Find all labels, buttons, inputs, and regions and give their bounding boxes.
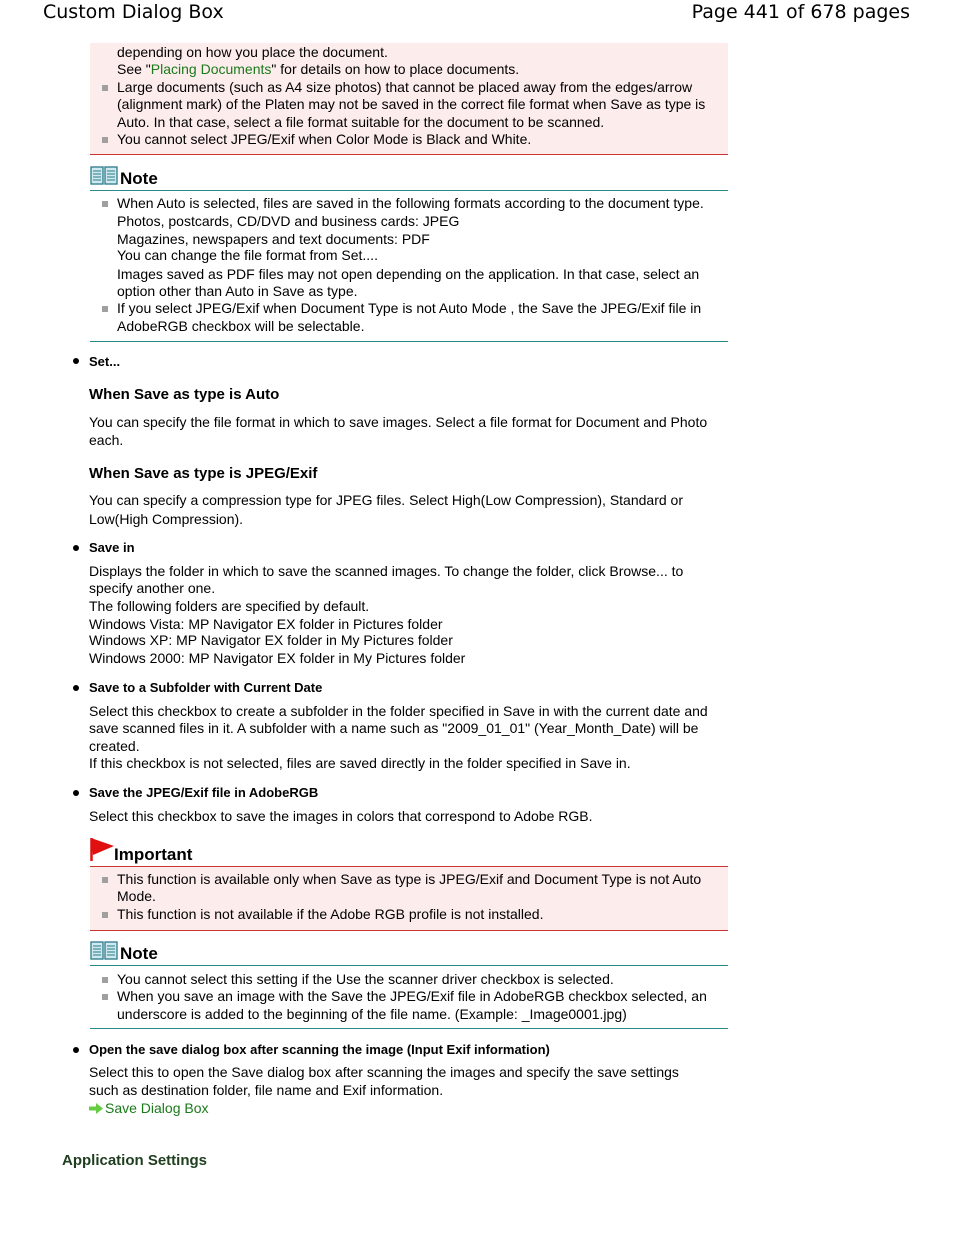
text-line: Photos, postcards, CD/DVD and business cards: JPEG bbox=[117, 213, 460, 229]
text-line: specify another one. bbox=[89, 580, 216, 596]
text-span: See " bbox=[117, 61, 151, 77]
text-line: Select this checkbox to save the images in colors that correspond to Adobe RGB. bbox=[89, 808, 593, 824]
item-title: Set... bbox=[89, 354, 121, 369]
text-line: This function is not available if the Adobe RGB profile is not installed. bbox=[117, 906, 544, 922]
document-title: Custom Dialog Box bbox=[43, 1, 224, 23]
note-heading: Note bbox=[120, 169, 158, 188]
bullet-square-icon bbox=[102, 137, 108, 143]
text-line: Auto. In that case, select a file format suitable for the document to be scanned. bbox=[117, 114, 605, 130]
bullet-square-icon bbox=[102, 877, 108, 883]
text-line: Select this to open the Save dialog box after scanning the images and specify the save settings bbox=[89, 1064, 679, 1080]
page-number: Page 441 of 678 pages bbox=[691, 1, 910, 23]
note-rule bbox=[90, 341, 728, 342]
bullet-square-icon bbox=[102, 912, 108, 918]
text-line: You can specify a compression type for JPEG files. Select High(Low Compression), Standard or bbox=[89, 492, 683, 508]
text-line: underscore is added to the beginning of the file name. (Example: _Image0001.jpg) bbox=[117, 1006, 627, 1022]
text-line: option other than Auto in Save as type. bbox=[117, 283, 358, 299]
text-line: Windows XP: MP Navigator EX folder in My Pictures folder bbox=[89, 632, 453, 648]
text-line: This function is available only when Save as type is JPEG/Exif and Document Type is not Auto bbox=[117, 871, 702, 887]
text-line: depending on how you place the document. bbox=[117, 44, 388, 60]
bullet-square-icon bbox=[102, 306, 108, 312]
text-line: Windows Vista: MP Navigator EX folder in Pictures folder bbox=[89, 616, 443, 632]
note-heading: Note bbox=[120, 944, 158, 963]
placing-documents-link[interactable]: Placing Documents bbox=[150, 61, 272, 77]
save-dialog-box-link[interactable]: Save Dialog Box bbox=[105, 1100, 209, 1116]
text-line: If you select JPEG/Exif when Document Type is not Auto Mode , the Save the JPEG/Exif file in bbox=[117, 300, 702, 316]
note-rule bbox=[90, 965, 728, 966]
text-line: AdobeRGB checkbox will be selectable. bbox=[117, 318, 365, 334]
item-title: Open the save dialog box after scanning the image (Input Exif information) bbox=[89, 1042, 550, 1057]
text-line: Images saved as PDF files may not open depending on the application. In that case, select an bbox=[117, 266, 700, 282]
text-line: Low(High Compression). bbox=[89, 511, 244, 527]
page-header bbox=[0, 0, 954, 26]
book-icon bbox=[90, 166, 118, 186]
bullet-dot-icon bbox=[73, 1047, 79, 1053]
subheading: When Save as type is Auto bbox=[89, 386, 280, 403]
text-line: When Auto is selected, files are saved in the following formats according to the document type. bbox=[117, 195, 704, 211]
red-flag-icon bbox=[89, 837, 115, 861]
text-line: You cannot select this setting if the Use the scanner driver checkbox is selected. bbox=[117, 971, 614, 987]
text-line: save scanned files in it. A subfolder with a name such as "2009_01_01" (Year_Month_Date) will be bbox=[89, 720, 699, 736]
subheading: When Save as type is JPEG/Exif bbox=[89, 465, 318, 482]
bullet-dot-icon bbox=[73, 358, 79, 364]
text-line: When you save an image with the Save the JPEG/Exif file in AdobeRGB checkbox selected, an bbox=[117, 988, 707, 1004]
text-span: " for details on how to place documents. bbox=[271, 61, 520, 77]
text-line: You cannot select JPEG/Exif when Color Mode is Black and White. bbox=[117, 131, 532, 147]
bullet-dot-icon bbox=[73, 545, 79, 551]
important-heading: Important bbox=[114, 845, 193, 864]
note-rule bbox=[90, 190, 728, 191]
text-line: You can change the file format from Set.... bbox=[117, 247, 378, 263]
item-title: Save to a Subfolder with Current Date bbox=[89, 680, 323, 695]
green-arrow-icon bbox=[89, 1103, 103, 1114]
item-title: Save the JPEG/Exif file in AdobeRGB bbox=[89, 785, 319, 800]
bullet-dot-icon bbox=[73, 790, 79, 796]
bullet-dot-icon bbox=[73, 685, 79, 691]
text-line: Mode. bbox=[117, 888, 156, 904]
text-line: created. bbox=[89, 738, 140, 754]
text-line: The following folders are specified by default. bbox=[89, 598, 370, 614]
text-line: (alignment mark) of the Platen may not be saved in the correct file format when Save as type is bbox=[117, 96, 706, 112]
text-line: such as destination folder, file name and Exif information. bbox=[89, 1082, 444, 1098]
book-icon bbox=[90, 941, 118, 961]
application-settings-heading: Application Settings bbox=[62, 1152, 208, 1169]
note-rule bbox=[90, 1028, 728, 1029]
bullet-square-icon bbox=[102, 201, 108, 207]
bullet-square-icon bbox=[102, 85, 108, 91]
text-line: Magazines, newspapers and text documents: PDF bbox=[117, 231, 430, 247]
text-line: Displays the folder in which to save the scanned images. To change the folder, click Browse... to bbox=[89, 563, 684, 579]
text-line: each. bbox=[89, 432, 124, 448]
text-line: You can specify the file format in which to save images. Select a file format for Document and Photo bbox=[89, 414, 708, 430]
text-line: Large documents (such as A4 size photos) that cannot be placed away from the edges/arrow bbox=[117, 79, 693, 95]
text-line: Select this checkbox to create a subfolder in the folder specified in Save in with the current date and bbox=[89, 703, 708, 719]
bullet-square-icon bbox=[102, 977, 108, 983]
item-title: Save in bbox=[89, 540, 135, 555]
bullet-square-icon bbox=[102, 994, 108, 1000]
text-line: Windows 2000: MP Navigator EX folder in My Pictures folder bbox=[89, 650, 466, 666]
text-line: If this checkbox is not selected, files are saved directly in the folder specified in Save in. bbox=[89, 755, 631, 771]
see-placing-documents bbox=[117, 61, 519, 79]
